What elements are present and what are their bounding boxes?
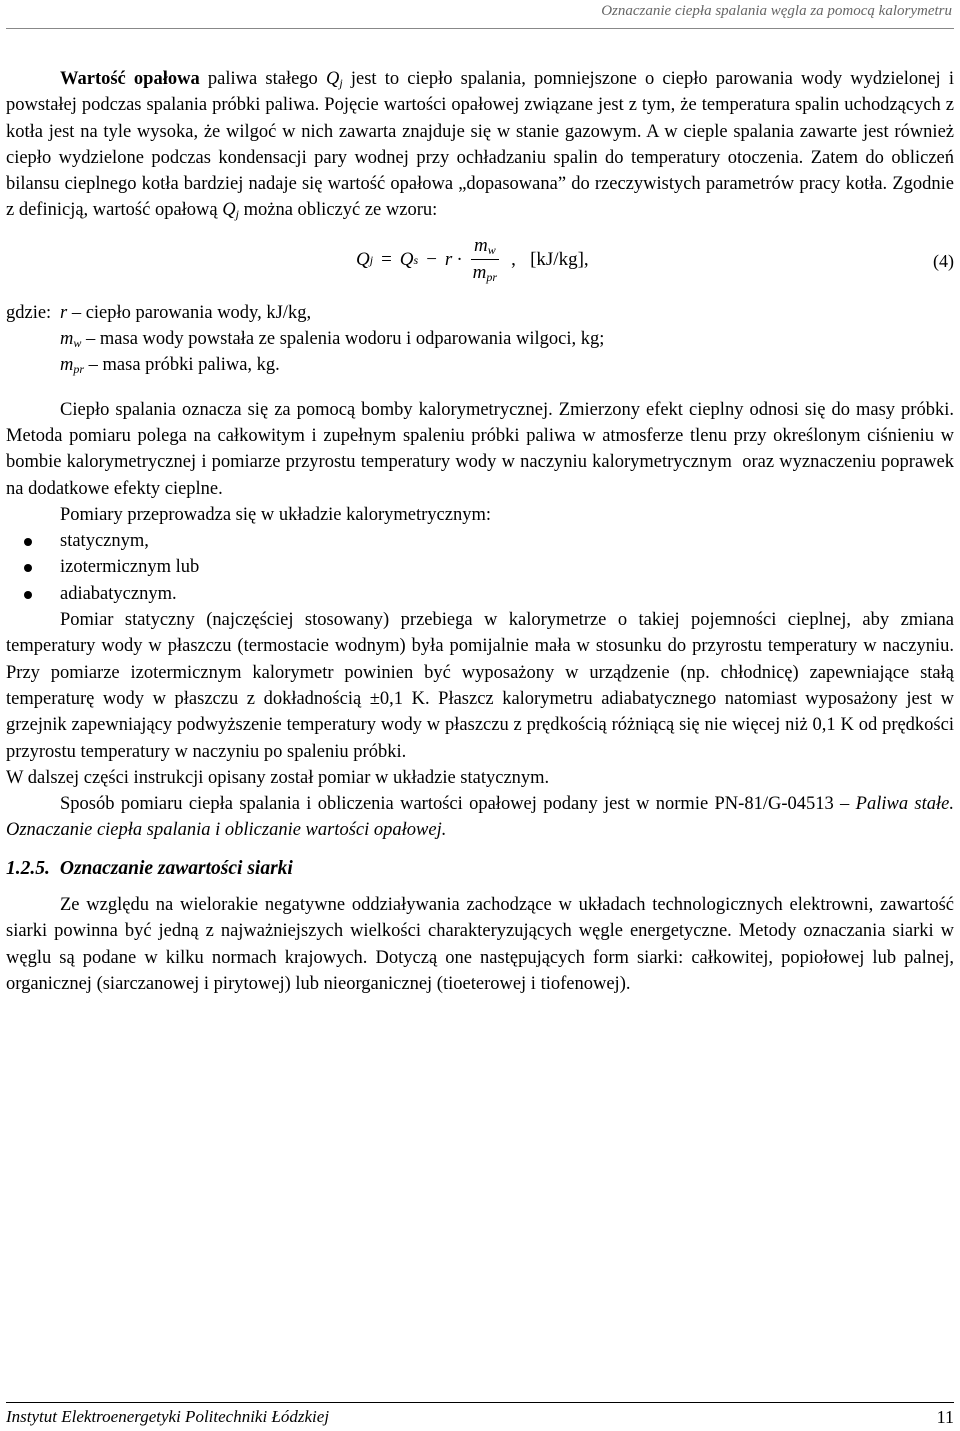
definition-r: [60, 300, 954, 326]
intro-text-3: można obliczyć ze wzoru:: [238, 200, 438, 221]
list-item-text: statycznym,: [60, 531, 149, 552]
formula: Q j = Q s − r · $\frac{m_w}{m_{pr}}$ , [kJ/kg],: [356, 235, 589, 285]
footer-institution: Instytut Elektroenergetyki Politechniki Łódzkiej: [6, 1407, 330, 1426]
symbol-q-sub-2: j: [235, 207, 239, 222]
norm-paragraph: [6, 791, 954, 844]
sulfur-paragraph: Ze względu na wielorakie negatywne oddziaływania zachodzące w układach technologicznych elektrowni, zawartość siarki powinna być jedną z najważniejszych wielkości charakteryzujących węgle energetyczne. Metody oznaczania siarki w węglu są podane w kilku normach krajowych. Dotyczą one następujących form siarki: całkowitej, popiołowej lub palnej, organicznej (siarczanowej i pirytowej) lub nieorganicznej (tioeterowej i tiofenowej).: [6, 895, 954, 994]
header-divider: [6, 28, 954, 29]
section-heading: [6, 856, 954, 882]
fraction-numerator: [472, 235, 498, 257]
denominator-sub: pr: [486, 270, 498, 285]
def-symbol-sub: w: [73, 336, 82, 351]
definition-mw: [6, 326, 954, 352]
formula-unit: , [kJ/kg],: [511, 248, 589, 270]
numerator-sub: w: [487, 243, 496, 258]
page-footer: [6, 1406, 954, 1428]
def-symbol-sub: pr: [73, 362, 85, 377]
bullet-icon: [24, 538, 32, 546]
def-symbol: m: [60, 329, 74, 350]
equation-number: (4): [933, 250, 954, 271]
symbol-q-sub: j: [339, 76, 343, 90]
formula-fraction: [471, 235, 499, 284]
bullet-icon: [24, 564, 32, 572]
running-header: Oznaczanie ciepła spalania węgla za pomocą kalorymetru: [601, 3, 952, 19]
where-label: gdzie:: [6, 302, 52, 323]
def-text: – masa wody powstała ze spalenia wodoru i odparowania wilgoci, kg;: [81, 329, 605, 350]
formula-lhs: Q: [356, 248, 370, 270]
def-symbol: r: [60, 302, 68, 323]
symbol-q: Q: [325, 69, 340, 89]
bomb-paragraph: Ciepło spalania oznacza się za pomocą bomby kalorymetrycznej. Zmierzony efekt cieplny odnosi się do masy próbki. Metoda pomiaru polega na całkowitym i zupełnym spaleniu próbki paliwa w atmosferze tlenu przy określonym ciśnieniu w bombie kalorymetrycznej i pomiarze przyrostu temperatury wody w naczyniu kalorymetrycznym oraz wyznaczeniu poprawek na dodatkowe efekty cieplne.: [6, 399, 959, 499]
static-paragraph: Pomiar statyczny (najczęściej stosowany) przebiega w kalorymetrze o takiej pojemności cieplnej, aby zmiana temperatury wody w płaszczu (termostacie wodnym) była pomijalnie mała w stosunku do przyrostu temperatury w naczyniu. Przy pomiarze izotermicznym kalorymetr powinien być wyposażony w urządzenie (np. chłodnicę) zapewniające stałą temperaturę wody w płaszczu z dokładnością ±0,1 K. Płaszcz kalorymetru adiabatycznego natomiast wyposażony jest w grzejnik zapewniający podwyższenie temperatury wody w płaszczu z prędkością różniącą się nie więcej niż 0,1 K od prędkości przyrostu temperatury w naczyniu po spaleniu próbki.: [6, 610, 954, 762]
systems-paragraph: Pomiary przeprowadza się w układzie kalorymetrycznym:: [60, 504, 491, 525]
where-definitions: [60, 300, 954, 326]
formula-r: r: [444, 248, 453, 270]
list-item-text: izotermicznym lub: [60, 557, 200, 578]
def-text: – masa próbki paliwa, kg.: [84, 355, 280, 376]
formula-qs: Q: [399, 248, 414, 270]
list-item: [6, 528, 954, 554]
definition-mpr: [6, 352, 954, 378]
formula-dot: ·: [456, 248, 463, 270]
page-number: 11: [936, 1407, 954, 1427]
bullet-icon: [24, 591, 32, 599]
equation-4: [6, 224, 954, 300]
denominator-m: m: [472, 262, 487, 284]
intro-text-1: paliwa stałego: [199, 69, 326, 89]
list-item: [6, 554, 954, 580]
further-paragraph: W dalszej części instrukcji opisany został pomiar w układzie statycznym.: [6, 767, 550, 788]
section-title: Oznaczanie zawartości siarki: [59, 857, 293, 879]
symbol-q-2: Q: [222, 200, 236, 221]
norm-title: Paliwa stałe. Oznaczanie ciepła spalania i obliczanie wartości opałowej.: [6, 794, 954, 841]
where-block: [6, 300, 954, 326]
def-symbol: m: [60, 355, 74, 376]
numerator-m: m: [473, 235, 488, 257]
systems-list: [6, 528, 954, 607]
fraction-denominator: [471, 262, 499, 284]
fraction-bar: [471, 259, 499, 260]
intro-text-2: jest to ciepło spalania, pomniejszone o ciepło parowania wody wydzielonej i powstałej podczas spalania próbki paliwa. Pojęcie wartości opałowej związane jest z tym, że temperatura spalin uchodzących z kotła jest na tyle wysoka, że wilgoć w nich zawarta znajduje się w stanie gazowym. A w cieple spalania zawarte jest również ciepło wydzielone podczas kondensacji pary wodnej przy ochładzaniu spalin do temperatury otoczenia. Zatem do obliczeń bilansu cieplnego kotła bardziej nadaje się wartość opałowa „dopasowana” do rzeczywistych parametrów pracy kotła. Zgodnie z definicją, wartość opałową: [6, 69, 954, 221]
def-text: – ciepło parowania wody, kJ/kg,: [67, 302, 312, 323]
footer-divider: [6, 1402, 954, 1403]
list-item-text: adiabatycznym.: [60, 583, 177, 604]
intro-paragraph: [6, 66, 954, 224]
formula-minus: −: [426, 248, 437, 270]
norm-text: Sposób pomiaru ciepła spalania i obliczenia wartości opałowej podany jest w normie PN-81/G-04513 –: [60, 794, 856, 815]
term-bold: Wartość opałowa: [60, 69, 200, 89]
section-number: 1.2.5.: [6, 857, 50, 879]
formula-equals: =: [381, 248, 392, 270]
list-item: [6, 581, 954, 607]
page-body: [6, 66, 959, 997]
